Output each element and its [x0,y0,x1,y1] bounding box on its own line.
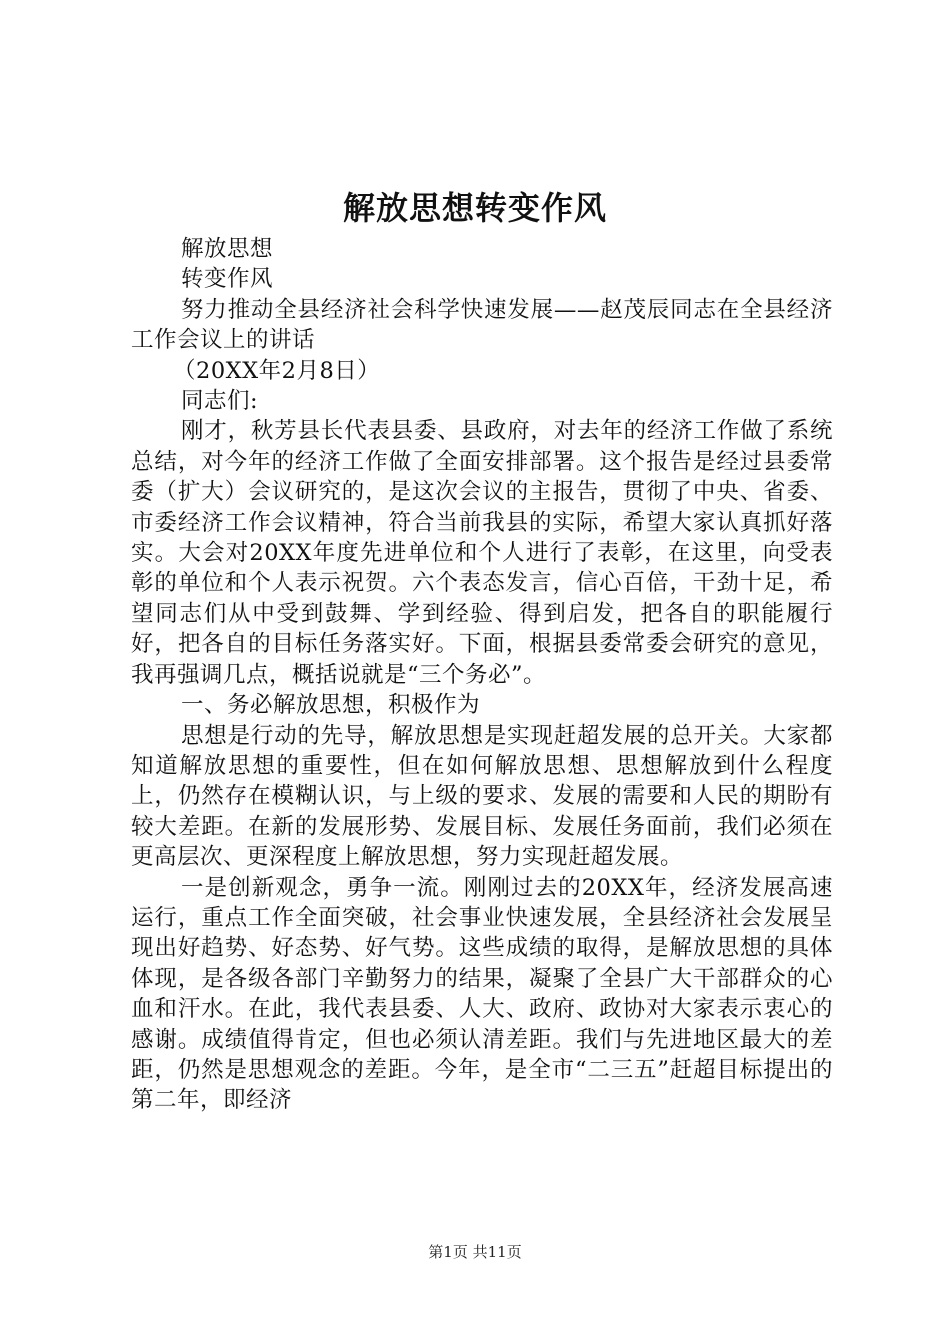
document-body [131,234,833,1116]
document-title: 解放思想转变作风 [342,189,607,227]
page-footer: 第1页 共11页 [428,1243,522,1261]
paragraph-intro: 刚才，秋芳县长代表县委、县政府，对去年的经济工作做了系统总结，对今年的经济工作做了全面安排部署。这个报告是经过县委常委（扩大）会议研究的，是这次会议的主报告，贯彻了中央、省委、市委经济工作会议精神，符合当前我县的实际，希望大家认真抓好落实。大会对20XX年度先进单位和个人进行了表彰，在这里，向受表彰的单位和个人表示祝贺。六个表态发言，信心百倍，干劲十足，希望同志们从中受到鼓舞、学到经验、得到启发，把各自的职能履行好，把各自的目标任务落实好。下面，根据县委常委会研究的意见，我再强调几点，概括说就是“三个务必”。 [131,418,833,688]
paragraph-date: （20XX年2月8日） [173,357,381,384]
paragraph-point-one: 一是创新观念，勇争一流。刚刚过去的20XX年，经济发展高速运行，重点工作全面突破，社会事业快速发展，全县经济社会发展呈现出好趋势、好态势、好气势。这些成绩的取得，是解放思想的具体体现，是各级各部门辛勤努力的结果，凝聚了全县广大干部群众的心血和汗水。在此，我代表县委、人大、政府、政协对大家表示衷心的感谢。成绩值得肯定，但也必须认清差距。我们与先进地区最大的差距，仍然是思想观念的差距。今年，是全市“二三五”赶超目标提出的第二年，即经济 [131,874,833,1114]
paragraph-section-heading: 一、务必解放思想，积极作为 [181,692,481,719]
paragraph-subtitle: 努力推动全县经济社会科学快速发展——赵茂辰同志在全县经济工作会议上的讲话 [131,296,833,354]
paragraph-salutation: 同志们: [181,388,259,415]
paragraph-section-body: 思想是行动的先导，解放思想是实现赶超发展的总开关。大家都知道解放思想的重要性，但在如何解放思想、思想解放到什么程度上，仍然存在模糊认识，与上级的要求、发展的需要和人民的期盼有较大差距。在新的发展形势、发展目标、发展任务面前，我们必须在更高层次、更深程度上解放思想，努力实现赶超发展。 [131,722,833,871]
paragraph-heading-2: 转变作风 [181,266,274,293]
paragraph-heading-1: 解放思想 [181,236,274,262]
